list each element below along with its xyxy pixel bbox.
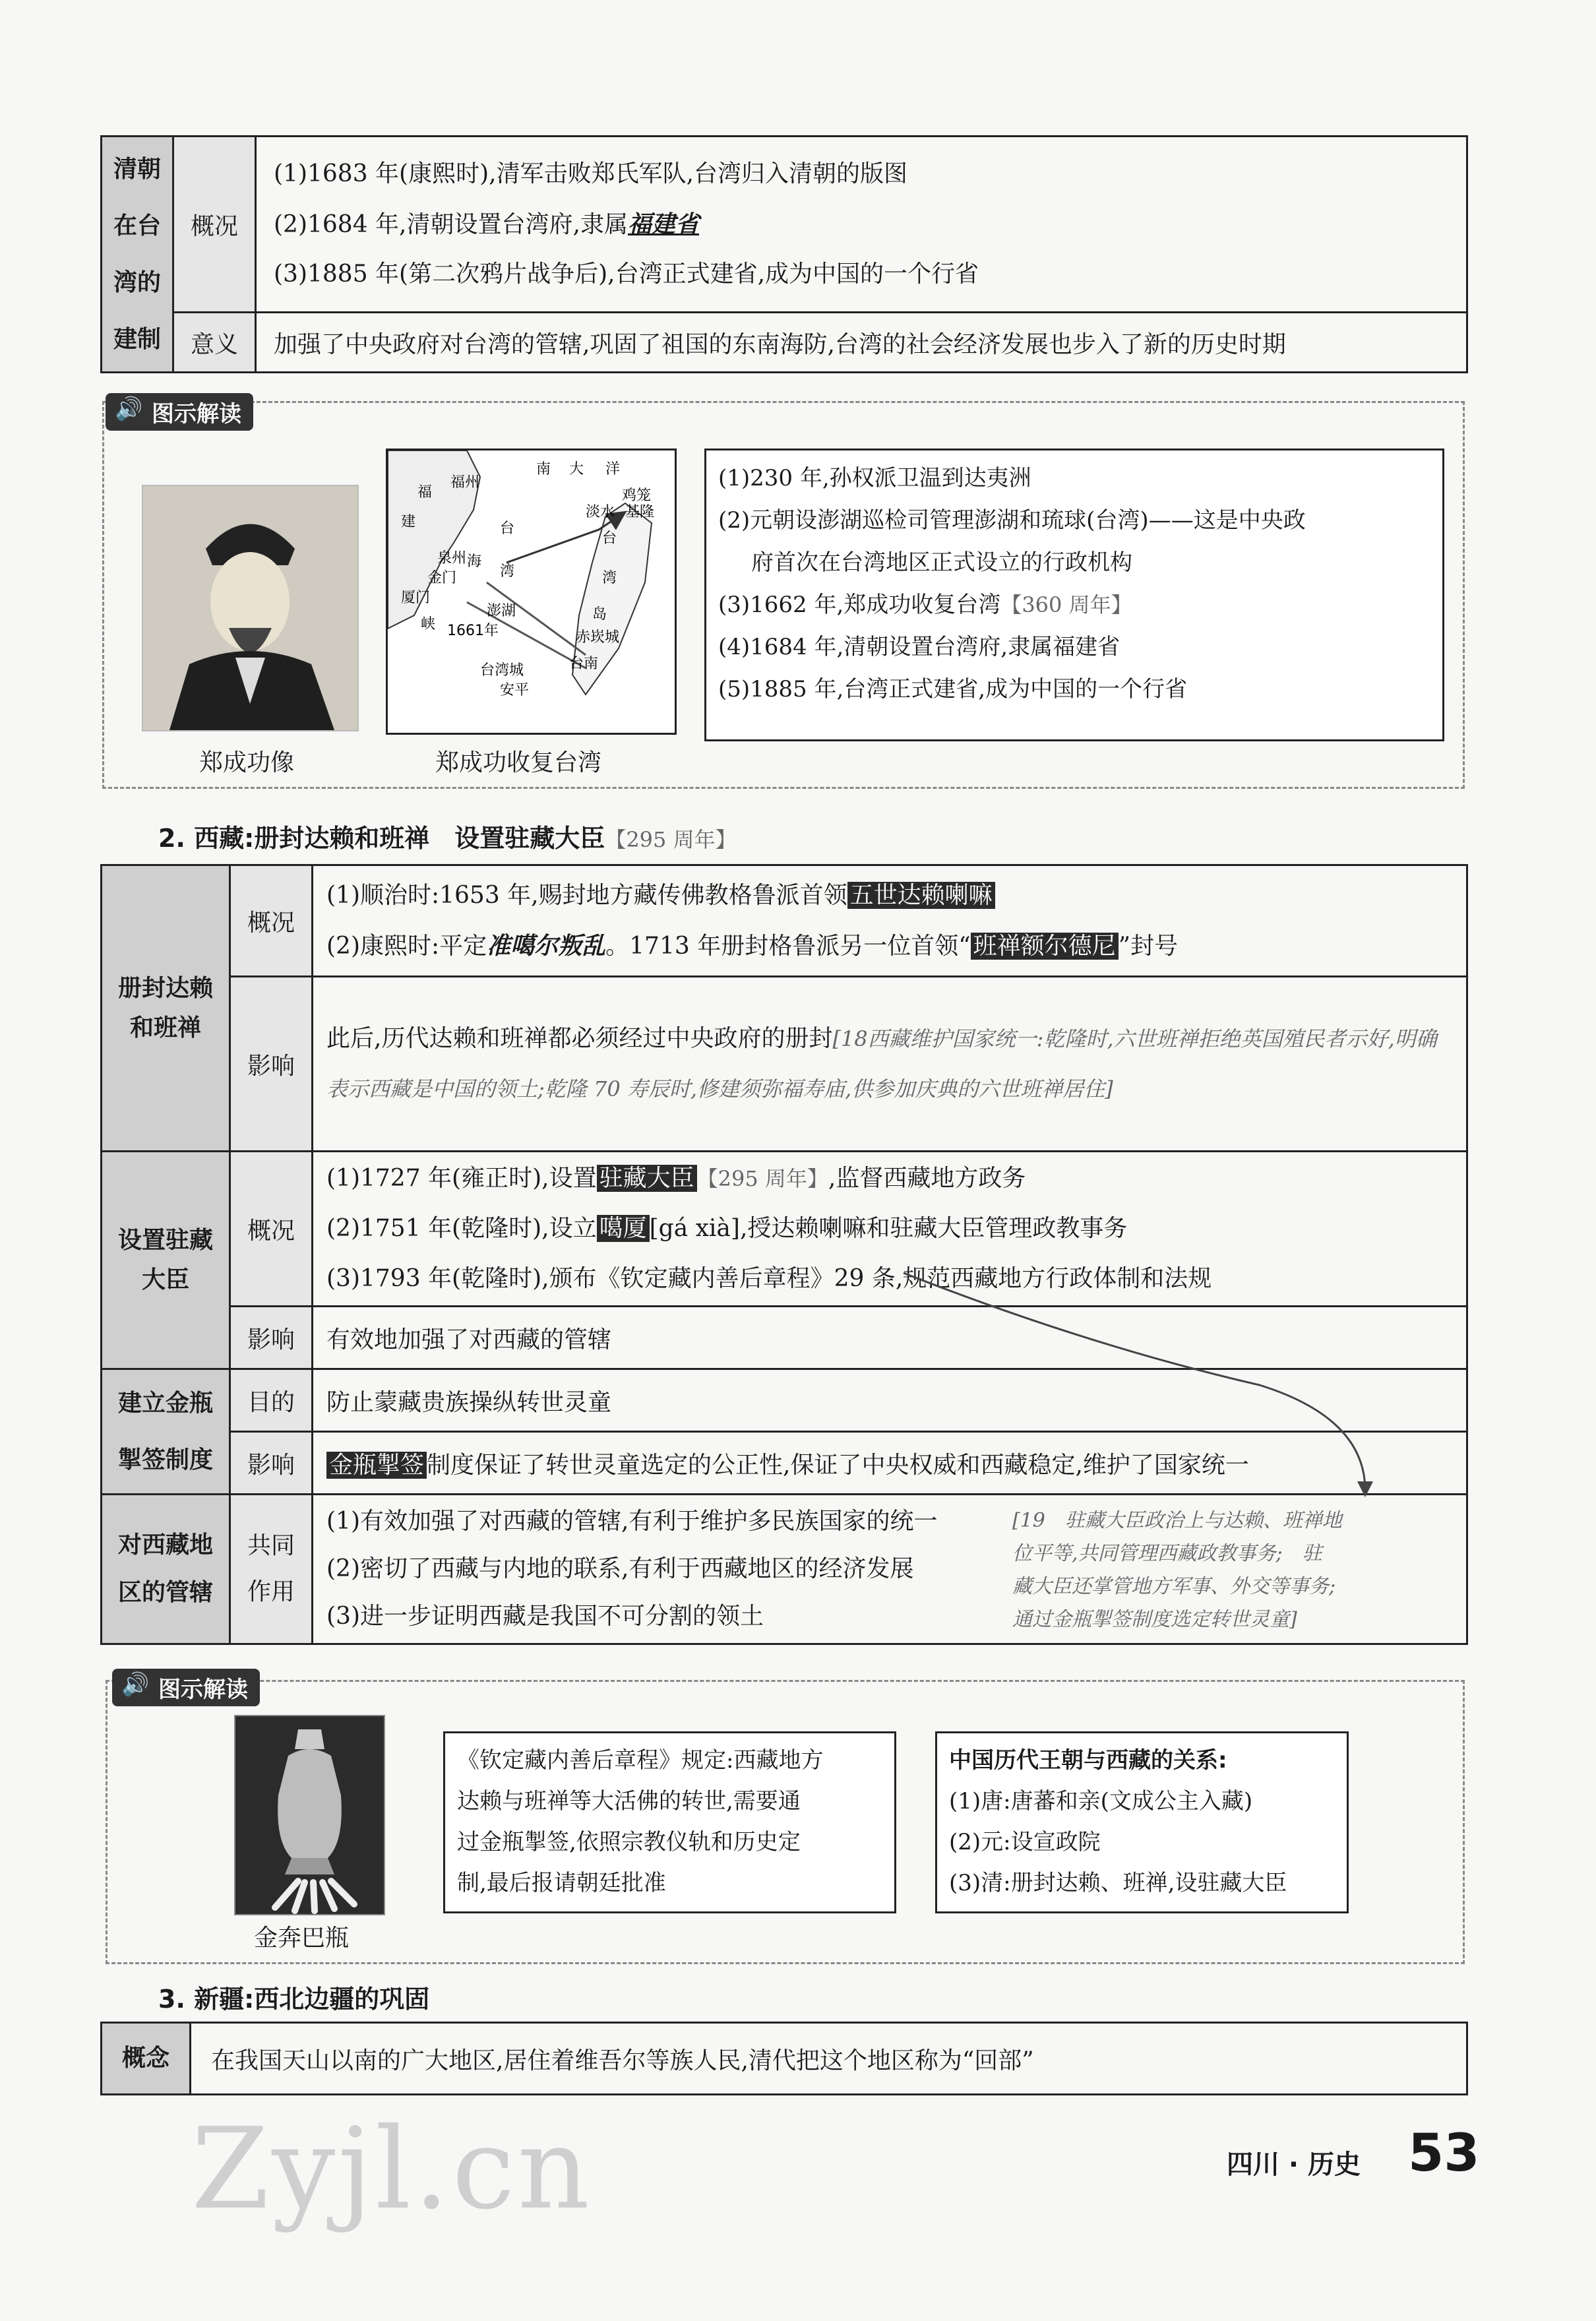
map-label: 1661年 [447,623,499,639]
map-label: 台湾城 [480,662,524,679]
timeline-item: (4)1684 年,清朝设置台湾府,隶属福建省 [718,634,1120,660]
connector-arrow [890,1266,1418,1510]
timeline-item: (5)1885 年,台湾正式建省,成为中国的一个行省 [718,676,1188,702]
zheng-chenggong-portrait [142,485,359,731]
g2-impact-label: 影响 [230,1307,313,1369]
significance-label: 意义 [173,313,256,373]
map-label: 岛 [592,606,607,623]
g1-impact: 此后,历代达赖和班禅都必须经过中央政府的册封[18西藏维护国家统一:乾隆时,六世班禅拒绝英国殖民者示好,明确表示西藏是中国的领土;乾隆 70 寿辰时,修建须弥福寿庙,供参加庆典的六世班禅居住] [313,977,1467,1152]
illustration-tag-1: 🔊 图示解读 [106,393,253,431]
g2-overview: (1)1727 年(雍正时),设置 驻藏大臣 【295 周年】,监督西藏地方政务 (2)1751 年(乾隆时),设立 噶厦 [gá xià],授达赖喇嘛和驻藏大臣管理政教事务 (3)1793 年(乾隆时),颁布《钦定藏内善后章程》29 条,规范西藏地方行政体制和法规 [313,1152,1467,1307]
map-label: 南 [536,461,551,478]
overview-content: (1)1683 年(康熙时),清军击败郑氏军队,台湾归入清朝的版图 (2)1684 年,清朝设置台湾府,隶属福建省 (3)1885 年(第二次鸦片战争后),台湾正式建省,成为中国的一个行省 [256,137,1467,313]
table1-title: 清朝 在台 湾的 建制 [102,137,173,373]
map-label: 淡水 [586,504,615,520]
taiwan-timeline-box: (1)230 年,孙权派卫温到达夷洲 (2)元朝设澎湖巡检司管理澎湖和琉球(台湾)——这是中央政 府首次在台湾地区正式设立的行政机构 (3)1662 年,郑成功收复台湾【360 周年】 (4)1684 年,清朝设置台湾府,隶属福建省 (5)1885 年,台湾正式建省,成为中国的一个行省 [704,449,1444,741]
map-label: 厦门 [401,590,431,606]
map-label: 台 [500,520,515,537]
map-label: 鸡笼 [622,487,652,504]
map-label: 洋 [605,461,621,478]
map-label: 海 [467,553,482,570]
section2-title: 2. 西藏:册封达赖和班禅 设置驻藏大臣【295 周年】 [158,824,737,853]
g2-impact: 有效地加强了对西藏的管辖 [313,1307,1467,1369]
map-label: 峡 [421,616,436,633]
g1-impact-label: 影响 [230,977,313,1152]
illustration-tag-2: 🔊 图示解读 [112,1669,260,1706]
map-label: 湾 [602,570,617,586]
map-label: 台 [602,530,617,547]
g4-label: 对西藏地 区的管辖 [102,1495,230,1644]
map-label: 基隆 [625,504,655,520]
handwritten-fujian: 福建省 [627,210,699,238]
map-label: 大 [569,461,584,478]
note-18: [18西藏维护国家统一:乾隆时,六世班禅拒绝英国殖民者示好,明确表示西藏是中国的领土;乾隆 70 寿辰时,修建须弥福寿庙,供参加庆典的六世班禅居住] [326,1026,1437,1101]
watermark: Zyjl.cn [191,2104,592,2235]
speaker-icon: 🔊 [121,1671,150,1698]
g4-role: (1)有效加强了对西藏的管辖,有利于维护多民族国家的统一 (2)密切了西藏与内地的联系,有利于西藏地区的经济发展 (3)进一步证明西藏是我国不可分割的领土 [19 驻藏大臣政治上与达赖、班禅地 位平等,共同管理西藏政教事务; 驻 藏大臣还掌管地方军事、外交等事务; 通过金瓶掣签制度选定转世灵童] [313,1495,1467,1644]
map-label: 金门 [427,570,457,586]
footer-region: 四川 · 历史 [1227,2150,1361,2180]
concept-label: 概念 [102,2023,191,2095]
overview-label: 概况 [173,137,256,313]
note-19: [19 驻藏大臣政治上与达赖、班禅地 位平等,共同管理西藏政教事务; 驻 藏大臣还掌管地方军事、外交等事务; 通过金瓶掣签制度选定转世灵童] [1012,1509,1342,1631]
tibet-table [100,864,1468,1645]
map-label: 台南 [569,656,599,672]
g1-label: 册封达赖 和班禅 [102,865,230,1152]
dynasty-relations-box: 中国历代王朝与西藏的关系: (1)唐:唐蕃和亲(文成公主入藏) (2)元:设宣政院 (3)清:册封达赖、班禅,设驻藏大臣 [935,1731,1349,1913]
map-label: 澎湖 [487,603,516,619]
g1-overview: (1)顺治时:1653 年,赐封地方藏传佛教格鲁派首领 五世达赖喇嘛 (2)康熙时:平定准噶尔叛乱。1713 年册封格鲁派另一位首领“ 班禅额尔德尼 ”封号 [313,865,1467,977]
g2-overview-label: 概况 [230,1152,313,1307]
map-caption: 郑成功收复台湾 [435,749,602,776]
urn-caption: 金奔巴瓶 [254,1925,350,1952]
xinjiang-table [100,2022,1468,2095]
g4-role-label: 共同 作用 [230,1495,313,1644]
taiwan-map [386,449,677,735]
significance-content: 加强了中央政府对台湾的管辖,巩固了祖国的东南海防,台湾的社会经济发展也步入了新的历史时期 [256,313,1467,373]
timeline-item: 府首次在台湾地区正式设立的行政机构 [751,549,1132,576]
concept-content: 在我国天山以南的广大地区,居住着维吾尔等族人民,清代把这个地区称为“回部” [191,2023,1467,2095]
golden-urn-image [234,1715,385,1915]
timeline-item: (2)元朝设澎湖巡检司管理澎湖和琉球(台湾)——这是中央政 [718,507,1306,534]
map-label: 建 [401,514,416,530]
g3-purpose-label: 目的 [230,1369,313,1432]
g3-impact-label: 影响 [230,1432,313,1495]
portrait-caption: 郑成功像 [199,749,295,776]
g2-label: 设置驻藏 大臣 [102,1152,230,1369]
timeline-item: (1)230 年,孙权派卫温到达夷洲 [718,465,1031,491]
g1-overview-label: 概况 [230,865,313,977]
qing-taiwan-table [100,135,1468,373]
map-label: 福 [417,484,433,501]
g3-impact: 金瓶掣签 制度保证了转世灵童选定的公正性,保证了中央权威和西藏稳定,维护了国家统一 [313,1432,1467,1495]
map-label: 湾 [500,563,515,580]
g3-purpose: 防止蒙藏贵族操纵转世灵童 [313,1369,1467,1432]
page-number: 53 [1408,2124,1480,2183]
speaker-icon: 🔊 [115,396,143,422]
map-label: 安平 [500,682,530,698]
regulation-box: 《钦定藏内善后章程》规定:西藏地方 达赖与班禅等大活佛的转世,需要通 过金瓶掣签,依照宗教仪轨和历史定 制,最后报请朝廷批准 [443,1731,896,1913]
map-label: 赤崁城 [576,629,620,646]
map-label: 泉州 [437,550,467,567]
section3-title: 3. 新疆:西北边疆的巩固 [158,1985,430,2014]
g3-label: 建立金瓶 掣签制度 [102,1369,230,1495]
map-label: 福州 [450,474,480,491]
